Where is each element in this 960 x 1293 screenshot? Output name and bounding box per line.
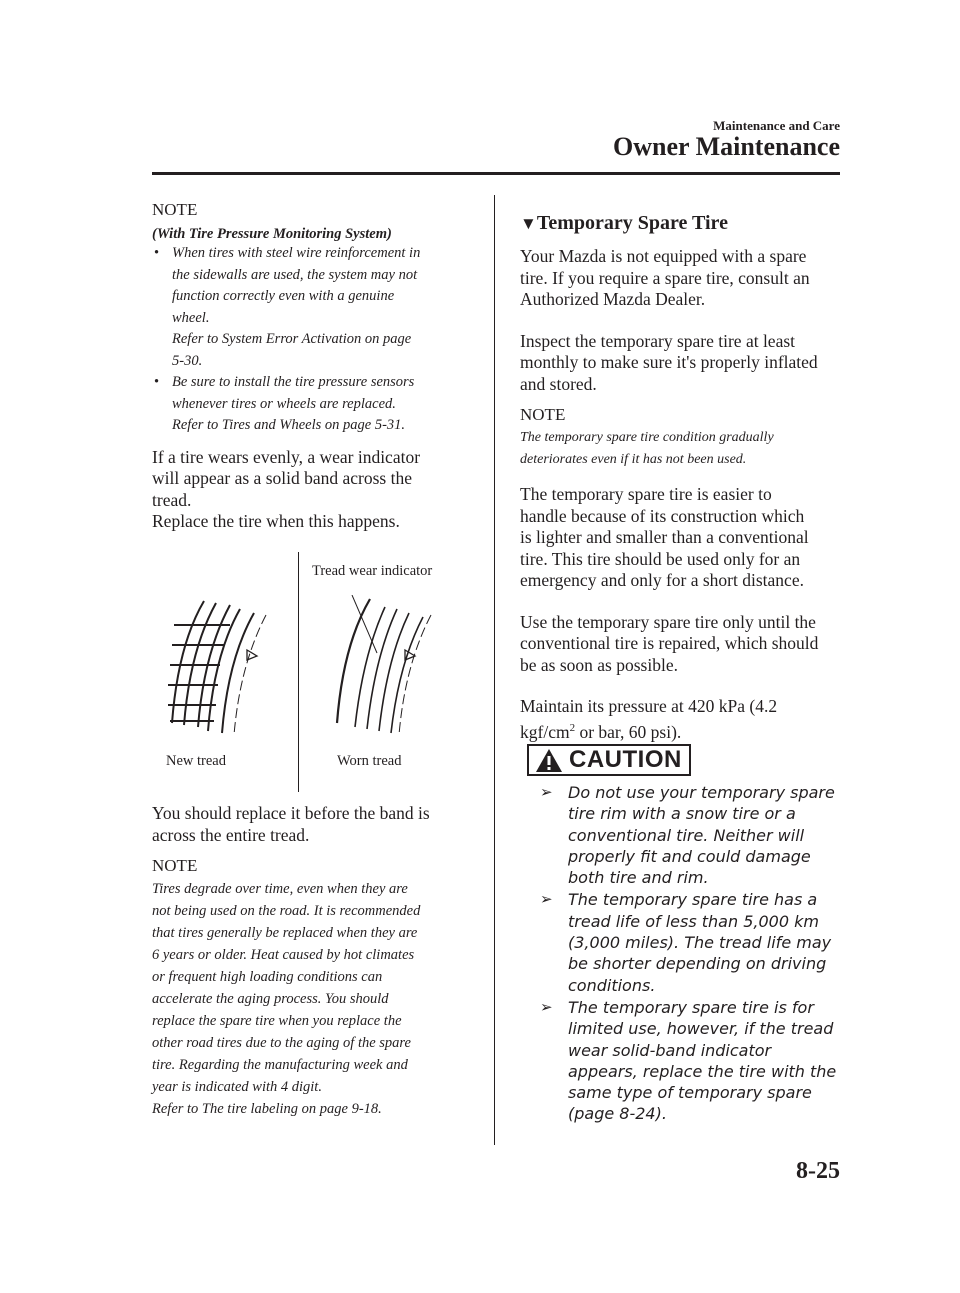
worn-tread-label: Worn tread [337, 753, 402, 769]
note-bullet: • When tires with steel wire reinforcement in the sidewalls are used, the system may not function correctly even with a genuine wheel. Refer to System Error Activation on page 5-30. [152, 243, 472, 372]
worn-tread-illustration [325, 595, 435, 745]
header-title: Owner Maintenance [613, 132, 840, 161]
section-title: Temporary Spare Tire [536, 212, 728, 234]
arrow-bullet-icon: ➢ [540, 783, 553, 801]
paragraph: You should replace it before the band is across the entire tread. [152, 803, 430, 845]
paragraph-pressure [520, 696, 850, 743]
caution-item-text: The temporary spare tire is for limited use, however, if the tread wear solid-band indicator appears, replace the tire with the same type of temporary spare (page 8-24). [568, 997, 837, 1124]
warning-triangle-icon [535, 748, 563, 773]
pressure-text-end: or bar, 60 psi). [575, 721, 682, 742]
arrow-bullet-icon: ➢ [540, 890, 553, 909]
new-tread-label: New tread [166, 753, 226, 769]
caution-item-text: The temporary spare tire has a tread life of less than 5,000 km (3,000 miles). The tread life may be shorter depending on driving conditions. [568, 890, 832, 995]
caution-item-text: Do not use your temporary spare tire rim with a snow tire or a conventional tire. Neither will properly fit and could damage both tire and rim. [568, 783, 835, 888]
caution-item [540, 997, 850, 1125]
superscript: 2 [569, 721, 576, 734]
paragraph: Inspect the temporary spare tire at least monthly to make sure it's properly inflated and stored. [520, 330, 818, 394]
right-column [520, 246, 850, 743]
arrow-bullet-icon: ➢ [540, 997, 553, 1016]
section-heading [520, 212, 728, 235]
header-section: Maintenance and Care [713, 118, 840, 133]
note-bullet: • Be sure to install the tire pressure sensors whenever tires or wheels are replaced. Refer to Tires and Wheels on page 5-31. [152, 372, 472, 437]
pressure-text: Maintain its pressure at 420 kPa (4.2 kgf/cm [520, 696, 778, 742]
caution-item [540, 782, 850, 888]
note-heading: NOTE [152, 856, 198, 875]
caution-item [540, 889, 850, 995]
paragraph: Use the temporary spare tire only until the conventional tire is repaired, which should be as soon as possible. [520, 611, 819, 675]
caution-box [527, 744, 691, 776]
note-text: Tires degrade over time, even when they are not being used on the road. It is recommended that tires generally be replaced when they are 6 years or older. Heat caused by hot climates or frequent high loading conditions can accelerate the aging process. You should replace the spare tire when you replace the other road tires due to the aging of the spare tire. Regarding the manufacturing week and year is indicated with 4 digit. Refer to The tire labeling on page 9-18. [152, 881, 421, 1117]
page-number: 8-25 [796, 1158, 840, 1184]
header-rule [152, 172, 840, 175]
caution-label: CAUTION [569, 746, 682, 773]
figure-divider [298, 552, 299, 792]
column-divider [494, 195, 495, 1145]
note-subheading: (With Tire Pressure Monitoring System) [152, 226, 392, 242]
note-text: The temporary spare tire condition gradually deteriorates even if it has not been used. [520, 430, 774, 467]
note-heading: NOTE [520, 405, 566, 424]
note-heading: NOTE [152, 200, 198, 219]
new-tread-illustration [160, 595, 270, 745]
triangle-marker-icon: ▼ [520, 214, 537, 233]
left-column [152, 200, 472, 533]
paragraph: The temporary spare tire is easier to handle because of its construction which is lighter and smaller than a conventional tire. This tire should be used only for an emergency and only for a short distance. [520, 484, 809, 590]
caution-list [540, 782, 850, 1126]
left-column-lower [152, 803, 472, 1120]
paragraph: If a tire wears evenly, a wear indicator will appear as a solid band across the tread. Replace the tire when this happens. [152, 446, 421, 531]
paragraph: Your Mazda is not equipped with a spare tire. If you require a spare tire, consult an Authorized Mazda Dealer. [520, 246, 810, 309]
tread-wear-indicator-label: Tread wear indicator [312, 563, 433, 579]
